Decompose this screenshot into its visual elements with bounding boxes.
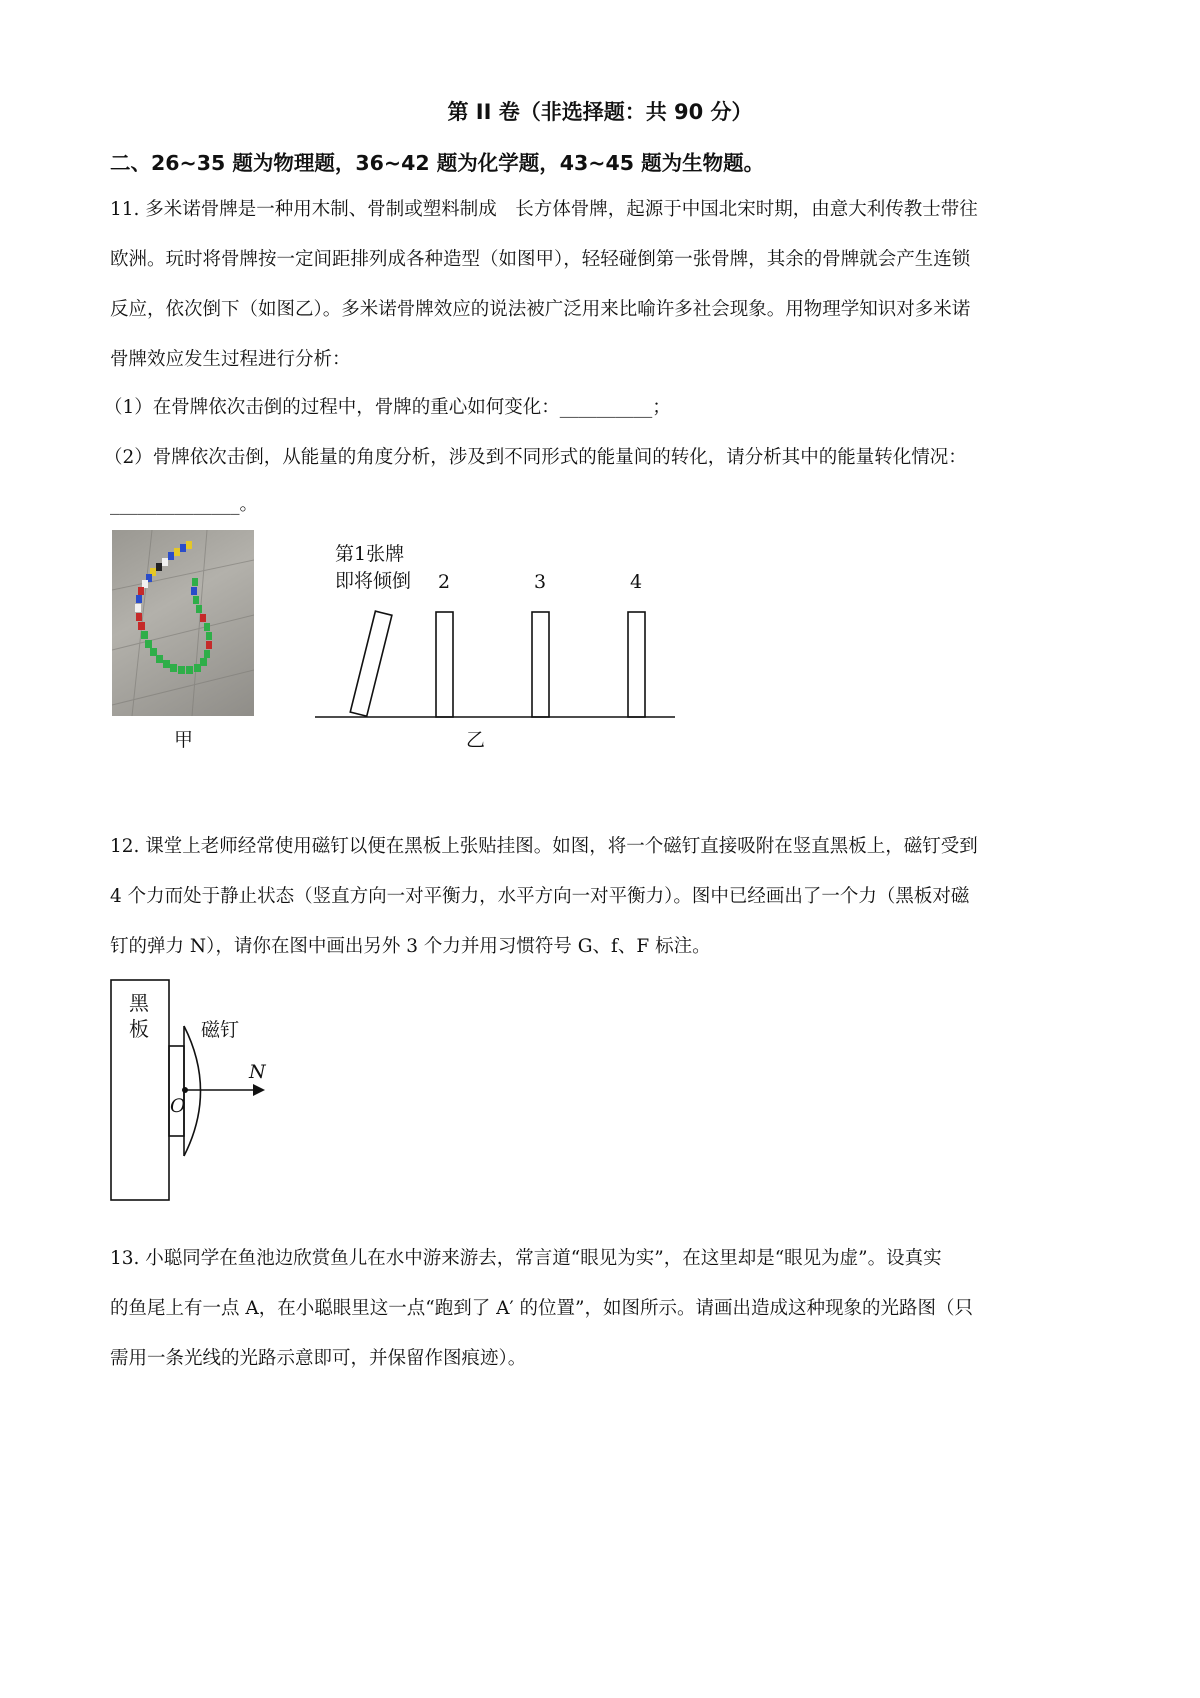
domino-4 [628, 612, 645, 717]
section-heading: 二、26~35 题为物理题，36~42 题为化学题，43~45 题为生物题。 [110, 151, 765, 175]
magnet-label: 磁钉 [201, 1019, 240, 1041]
force-n-label: N [249, 1061, 266, 1083]
q11-line-1: 11. 多米诺骨牌是一种用木制、骨制或塑料制成 长方体骨牌，起源于中国北宋时期，由意大利传教士带往 [110, 199, 978, 220]
domino-2-number: 2 [438, 571, 451, 593]
q13-line-1: 13. 小聪同学在鱼池边欣赏鱼儿在水中游来游去，常言道“眼见为实”，在这里却是“眼见为虚”。设真实 [110, 1248, 942, 1269]
figure-yi-caption: 乙 [466, 729, 486, 751]
domino-1-label-line1: 第1张牌 [335, 543, 405, 565]
domino-3-number: 3 [534, 571, 547, 593]
q13-line-3: 需用一条光线的光路示意即可，并保留作图痕迹）。 [110, 1348, 527, 1369]
q11-sub2: （2）骨牌依次击倒，从能量的角度分析，涉及到不同形式的能量间的转化，请分析其中的能量转化情况： [104, 447, 967, 468]
q11-line-2: 欧洲。玩时将骨牌按一定间距排列成各种造型（如图甲），轻轻碰倒第一张骨牌，其余的骨牌就会产生连锁 [110, 249, 971, 270]
q13-line-2: 的鱼尾上有一点 A，在小聪眼里这一点“跑到了 A′ 的位置”，如图所示。请画出造成这种现象的光路图（只 [110, 1298, 973, 1319]
q11-line-3: 反应，依次倒下（如图乙）。多米诺骨牌效应的说法被广泛用来比喻许多社会现象。用物理学知识对多米诺 [110, 299, 971, 320]
q12-line-3: 钉的弹力 N），请你在图中画出另外 3 个力并用习惯符号 G、f、F 标注。 [110, 936, 711, 957]
paper-title: 第 II 卷（非选择题：共 90 分） [447, 100, 753, 124]
domino-photo [112, 530, 254, 716]
q11-sub2-answer-blank: ______________。 [110, 494, 259, 515]
domino-diagram [300, 540, 680, 730]
q11-sub1: （1）在骨牌依次击倒的过程中，骨牌的重心如何变化：__________； [104, 397, 671, 418]
figure-jia-caption: 甲 [174, 729, 194, 751]
point-o-label: O [170, 1095, 186, 1117]
domino-3 [532, 612, 549, 717]
force-n-arrowhead [253, 1084, 265, 1096]
q12-line-2: 4 个力而处于静止状态（竖直方向一对平衡力，水平方向一对平衡力）。图中已经画出了一个力（黑板对磁 [110, 886, 970, 907]
domino-1-label-line2: 即将倾倒 [335, 570, 412, 592]
blackboard-label-1: 黑 [129, 991, 149, 1015]
blackboard-label-2: 板 [129, 1017, 149, 1041]
q11-line-4: 骨牌效应发生过程进行分析： [110, 349, 351, 370]
domino-4-number: 4 [630, 571, 643, 593]
magnet-diagram [105, 978, 295, 1208]
falling-domino-1 [350, 611, 392, 716]
magnet-base [169, 1046, 184, 1136]
domino-2 [436, 612, 453, 717]
q12-line-1: 12. 课堂上老师经常使用磁钉以便在黑板上张贴挂图。如图，将一个磁钉直接吸附在竖直黑板上，磁钉受到 [110, 836, 978, 857]
